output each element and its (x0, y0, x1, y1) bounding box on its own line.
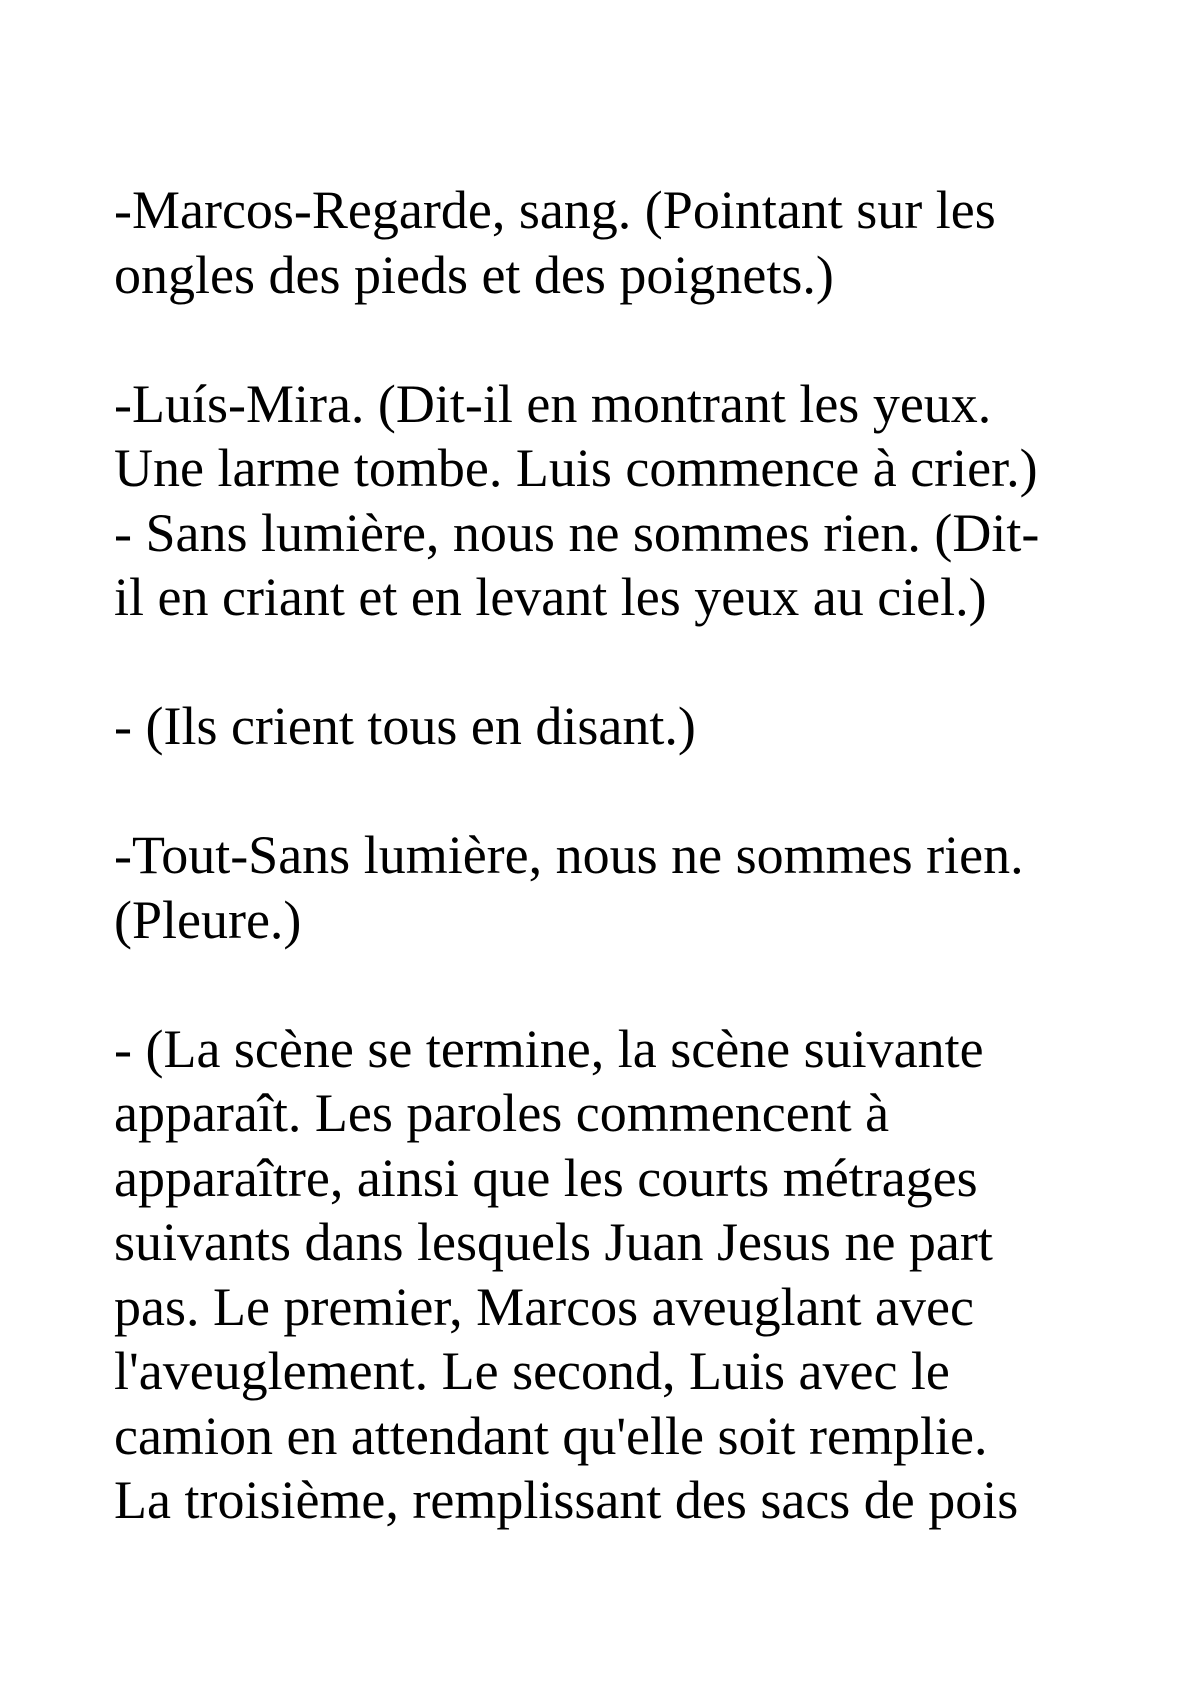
text-line: camion en attendant qu'elle soit remplie. (114, 1405, 988, 1466)
text-line: - Sans lumière, nous ne sommes rien. (Dit- (114, 502, 1040, 563)
text-line: La troisième, remplissant des sacs de pois (114, 1470, 1019, 1530)
text-line: apparaître, ainsi que les courts métrages (114, 1147, 978, 1208)
text-line: ongles des pieds et des poignets.) (114, 244, 834, 305)
stage-direction-scene-end (114, 1017, 1114, 1533)
text-line: apparaît. Les paroles commencent à (114, 1083, 890, 1143)
text-line: l'aveuglement. Le second, Luis avec le (114, 1341, 950, 1401)
stage-direction-shout (114, 694, 1114, 759)
text-line: - (La scène se termine, la scène suivante (114, 1018, 984, 1079)
script-text (114, 178, 1114, 1533)
text-line: -Marcos-Regarde, sang. (Pointant sur les (114, 180, 996, 240)
text-line: (Pleure.) (114, 889, 302, 950)
text-line: pas. Le premier, Marcos aveuglant avec (114, 1276, 974, 1337)
text-line: il en criant et en levant les yeux au ciel.) (114, 567, 987, 627)
text-line: -Luís-Mira. (Dit-il en montrant les yeux. (114, 373, 992, 434)
text-line: - (Ils crient tous en disant.) (114, 696, 696, 756)
dialogue-all (114, 823, 1114, 952)
text-line: -Tout-Sans lumière, nous ne sommes rien. (114, 825, 1024, 885)
dialogue-marcos (114, 178, 1114, 307)
dialogue-luis (114, 372, 1114, 630)
text-line: suivants dans lesquels Juan Jesus ne part (114, 1212, 993, 1272)
text-line: Une larme tombe. Luis commence à crier.) (114, 438, 1038, 498)
